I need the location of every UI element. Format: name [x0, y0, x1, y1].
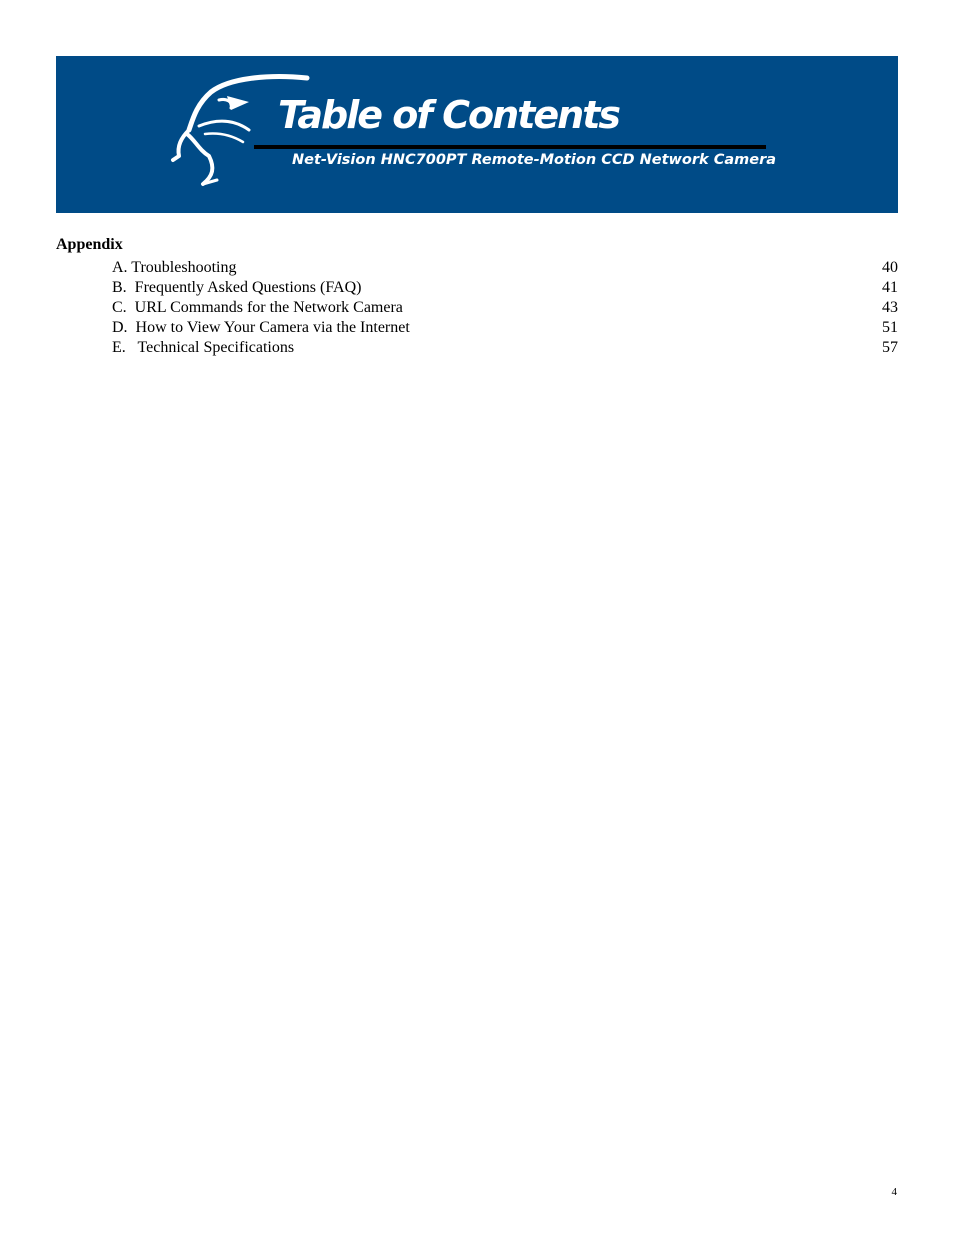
banner-divider — [254, 145, 766, 149]
header-banner — [56, 56, 898, 213]
page-number: 4 — [891, 1186, 897, 1198]
toc-entry[interactable] — [112, 338, 898, 358]
toc-entry[interactable] — [112, 258, 898, 278]
toc-entry[interactable] — [112, 318, 898, 338]
toc-list — [112, 258, 898, 358]
banner-title: Table of Contents — [278, 93, 619, 137]
toc-entry-label: A. Troubleshooting — [112, 259, 237, 276]
toc-entry-label: D. How to View Your Camera via the Internet — [112, 319, 410, 336]
toc-entry-page: 40 — [882, 259, 898, 276]
section-heading: Appendix — [56, 236, 123, 253]
toc-entry[interactable] — [112, 298, 898, 318]
toc-entry-page: 51 — [882, 319, 898, 336]
banner-subtitle: Net-Vision HNC700PT Remote-Motion CCD Network Camera — [292, 152, 777, 168]
toc-entry-label: E. Technical Specifications — [112, 339, 295, 356]
toc-entry-label: B. Frequently Asked Questions (FAQ) — [112, 279, 362, 296]
toc-entry-page: 41 — [882, 279, 898, 296]
toc-entry[interactable] — [112, 278, 898, 298]
toc-entry-page: 43 — [882, 299, 898, 316]
toc-entry-page: 57 — [882, 339, 898, 356]
toc-entry-label: C. URL Commands for the Network Camera — [112, 299, 403, 316]
